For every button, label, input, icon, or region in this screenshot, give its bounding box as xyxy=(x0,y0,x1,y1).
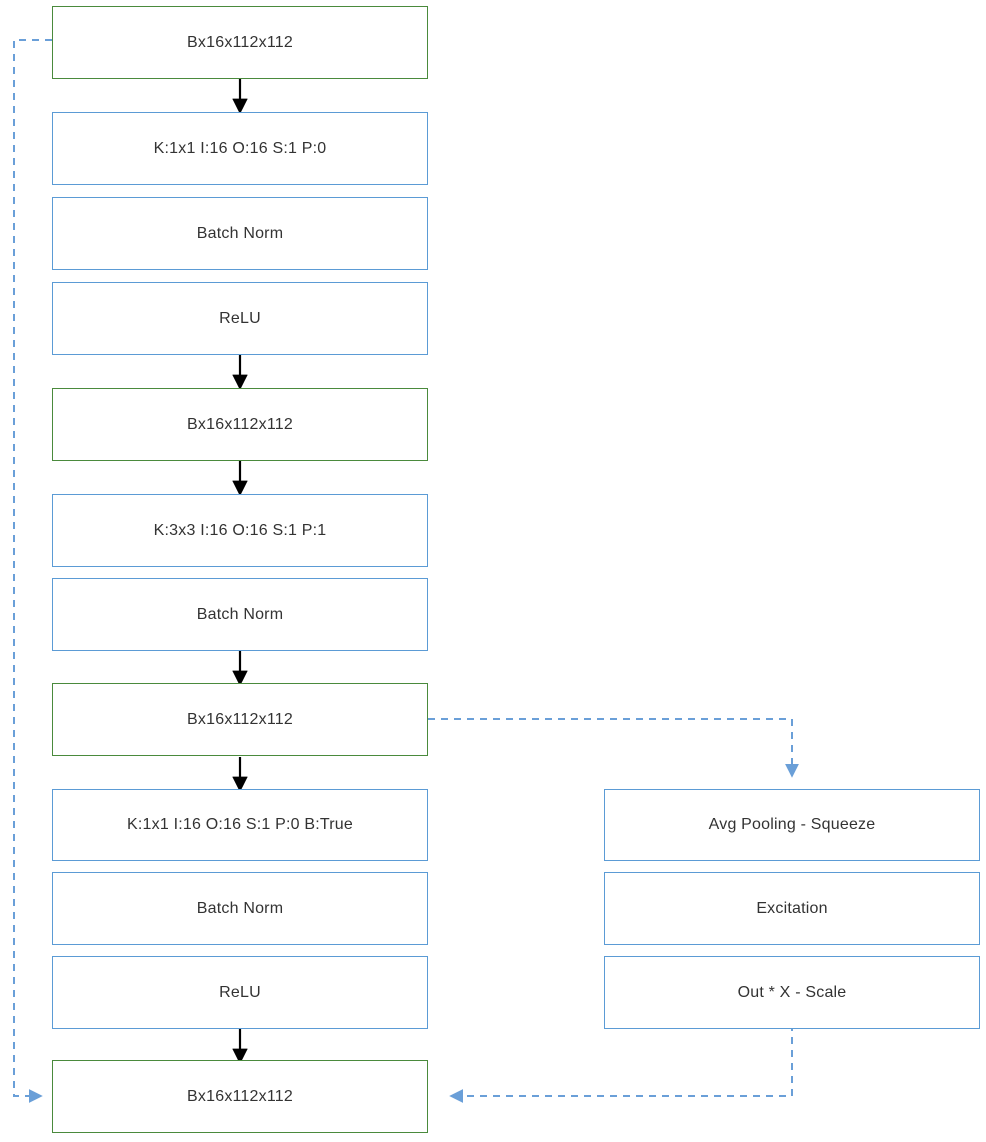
node-batchnorm-3: Batch Norm xyxy=(52,872,428,945)
node-tensor-mid-1: Bx16x112x112 xyxy=(52,388,428,461)
node-relu-1: ReLU xyxy=(52,282,428,355)
node-relu-2: ReLU xyxy=(52,956,428,1029)
node-tensor-output: Bx16x112x112 xyxy=(52,1060,428,1133)
skip-connection-path xyxy=(14,40,52,1096)
node-excitation: Excitation xyxy=(604,872,980,945)
node-tensor-mid-2: Bx16x112x112 xyxy=(52,683,428,756)
node-batchnorm-2: Batch Norm xyxy=(52,578,428,651)
node-conv-1x1-b: K:1x1 I:16 O:16 S:1 P:0 B:True xyxy=(52,789,428,861)
se-branch-out-path xyxy=(452,1024,792,1096)
node-scale: Out * X - Scale xyxy=(604,956,980,1029)
se-branch-in-path xyxy=(428,719,792,775)
node-conv-1x1-a: K:1x1 I:16 O:16 S:1 P:0 xyxy=(52,112,428,185)
node-tensor-input: Bx16x112x112 xyxy=(52,6,428,79)
node-batchnorm-1: Batch Norm xyxy=(52,197,428,270)
node-conv-3x3: K:3x3 I:16 O:16 S:1 P:1 xyxy=(52,494,428,567)
node-avg-pooling-squeeze: Avg Pooling - Squeeze xyxy=(604,789,980,861)
